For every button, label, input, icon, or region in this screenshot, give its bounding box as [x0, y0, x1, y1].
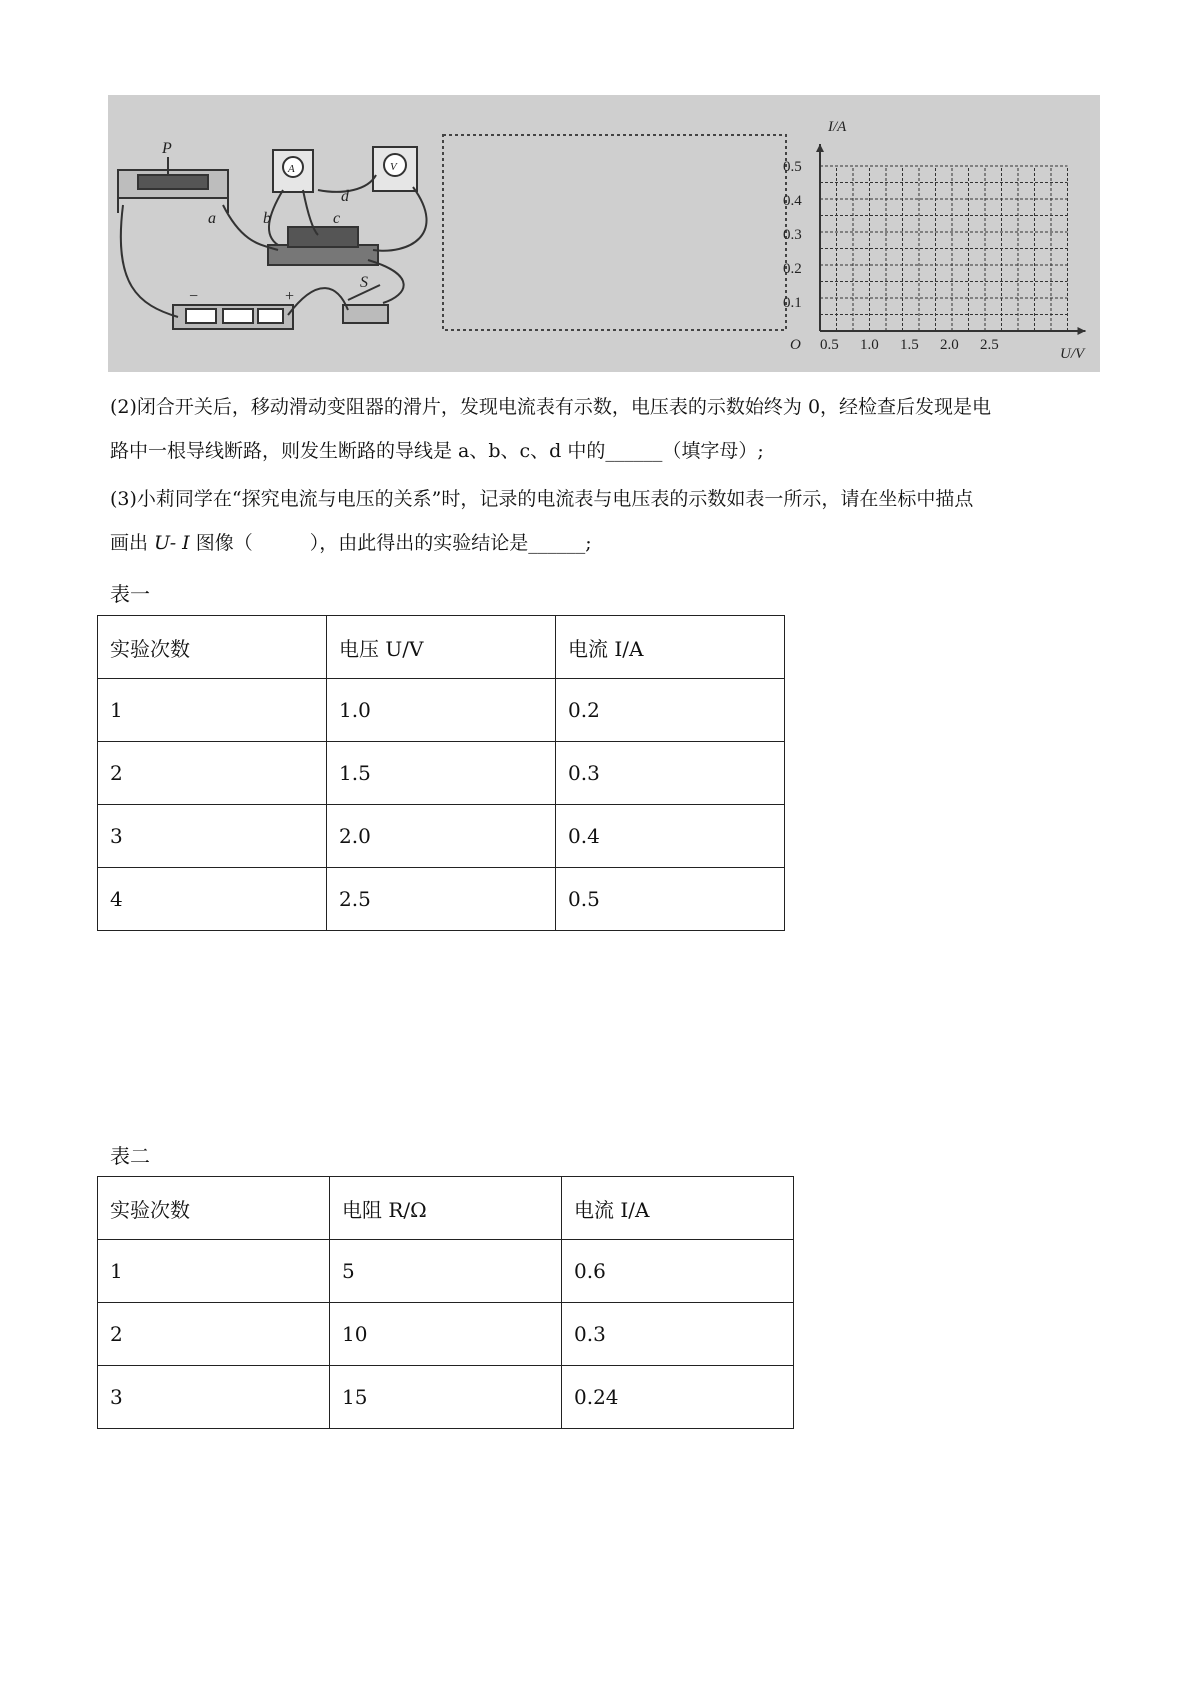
- table-cell: 3: [98, 1366, 330, 1429]
- battery-plus: +: [284, 288, 295, 305]
- x-tick-0.5: 0.5: [820, 337, 839, 353]
- table-row: [98, 1177, 794, 1240]
- question-2-line-1: (2)闭合开关后，移动滑动变阻器的滑片，发现电流表有示数，电压表的示数始终为 0，经检查后发现是电: [110, 396, 992, 418]
- experiment-figure: [108, 95, 1100, 372]
- table-header-cell: 电阻 R/Ω: [330, 1177, 562, 1240]
- question-3-line-2: [110, 521, 1100, 565]
- table-header-cell: 电流 I/A: [562, 1177, 794, 1240]
- table-row: [98, 868, 785, 931]
- table-1-caption: 表一: [110, 582, 150, 606]
- table-cell: 0.3: [556, 742, 785, 805]
- table-row: [98, 1240, 794, 1303]
- table-cell: 0.6: [562, 1240, 794, 1303]
- x-tick-2.0: 2.0: [940, 337, 959, 353]
- ammeter-symbol: A: [288, 163, 295, 175]
- x-axis-label: U/V: [1060, 346, 1085, 362]
- table-cell: 0.5: [556, 868, 785, 931]
- table-1: [97, 615, 785, 931]
- x-tick-2.5: 2.5: [980, 337, 999, 353]
- table-header-cell: 实验次数: [98, 616, 327, 679]
- table-row: [98, 679, 785, 742]
- label-d: d: [341, 188, 349, 205]
- question-2-line-2: 路中一根导线断路，则发生断路的导线是 a、b、c、d 中的______（填字母）;: [110, 440, 764, 462]
- table-cell: 2: [98, 742, 327, 805]
- table-cell: 1: [98, 679, 327, 742]
- label-s: S: [360, 274, 368, 291]
- y-tick-0.4: 0.4: [783, 193, 802, 209]
- label-c: c: [333, 210, 341, 227]
- table-cell: 4: [98, 868, 327, 931]
- question-3-text-b: 图像（ ），由此得出的实验结论是______;: [189, 532, 592, 554]
- i-u-graph: [816, 144, 1086, 335]
- y-axis-arrow-icon: [816, 144, 824, 152]
- table-cell: 5: [330, 1240, 562, 1303]
- table-cell: 2.0: [327, 805, 556, 868]
- y-tick-0.1: 0.1: [783, 295, 802, 311]
- table-row: [98, 1303, 794, 1366]
- table-cell: 1: [98, 1240, 330, 1303]
- table-cell: 2: [98, 1303, 330, 1366]
- y-tick-0.5: 0.5: [783, 159, 802, 175]
- battery-minus: −: [188, 288, 199, 305]
- question-3-text-a: 画出: [110, 532, 155, 554]
- table-cell: 15: [330, 1366, 562, 1429]
- table-row: [98, 1366, 794, 1429]
- circuit-diagram: [118, 147, 427, 329]
- table-header-cell: 电压 U/V: [327, 616, 556, 679]
- table-cell: 10: [330, 1303, 562, 1366]
- table-cell: 1.0: [327, 679, 556, 742]
- table-row: [98, 742, 785, 805]
- label-a: a: [208, 210, 216, 227]
- graph-labels: [783, 119, 1086, 362]
- origin-label: O: [790, 337, 801, 353]
- table-row: [98, 616, 785, 679]
- x-tick-1.0: 1.0: [860, 337, 879, 353]
- table-header-cell: 实验次数: [98, 1177, 330, 1240]
- table-cell: 2.5: [327, 868, 556, 931]
- y-tick-0.2: 0.2: [783, 261, 802, 277]
- question-3-line-1: (3)小莉同学在“探究电流与电压的关系”时，记录的电流表与电压表的示数如表一所示，请在坐标中描点: [110, 488, 974, 510]
- table-2-caption: 表二: [110, 1144, 150, 1168]
- table-cell: 0.2: [556, 679, 785, 742]
- y-axis-label: I/A: [828, 119, 847, 135]
- table-cell: 1.5: [327, 742, 556, 805]
- x-axis-arrow-icon: [1078, 327, 1086, 335]
- table-2: [97, 1176, 794, 1429]
- x-tick-1.5: 1.5: [900, 337, 919, 353]
- table-cell: 0.24: [562, 1366, 794, 1429]
- question-3-variable: U- I: [154, 532, 190, 554]
- circuit-drawing-box: [443, 135, 786, 330]
- table-cell: 3: [98, 805, 327, 868]
- label-b: b: [263, 210, 271, 227]
- table-header-cell: 电流 I/A: [556, 616, 785, 679]
- table-row: [98, 805, 785, 868]
- label-p: P: [162, 140, 172, 157]
- y-tick-0.3: 0.3: [783, 227, 802, 243]
- table-cell: 0.4: [556, 805, 785, 868]
- voltmeter-symbol: V: [390, 161, 397, 173]
- table-cell: 0.3: [562, 1303, 794, 1366]
